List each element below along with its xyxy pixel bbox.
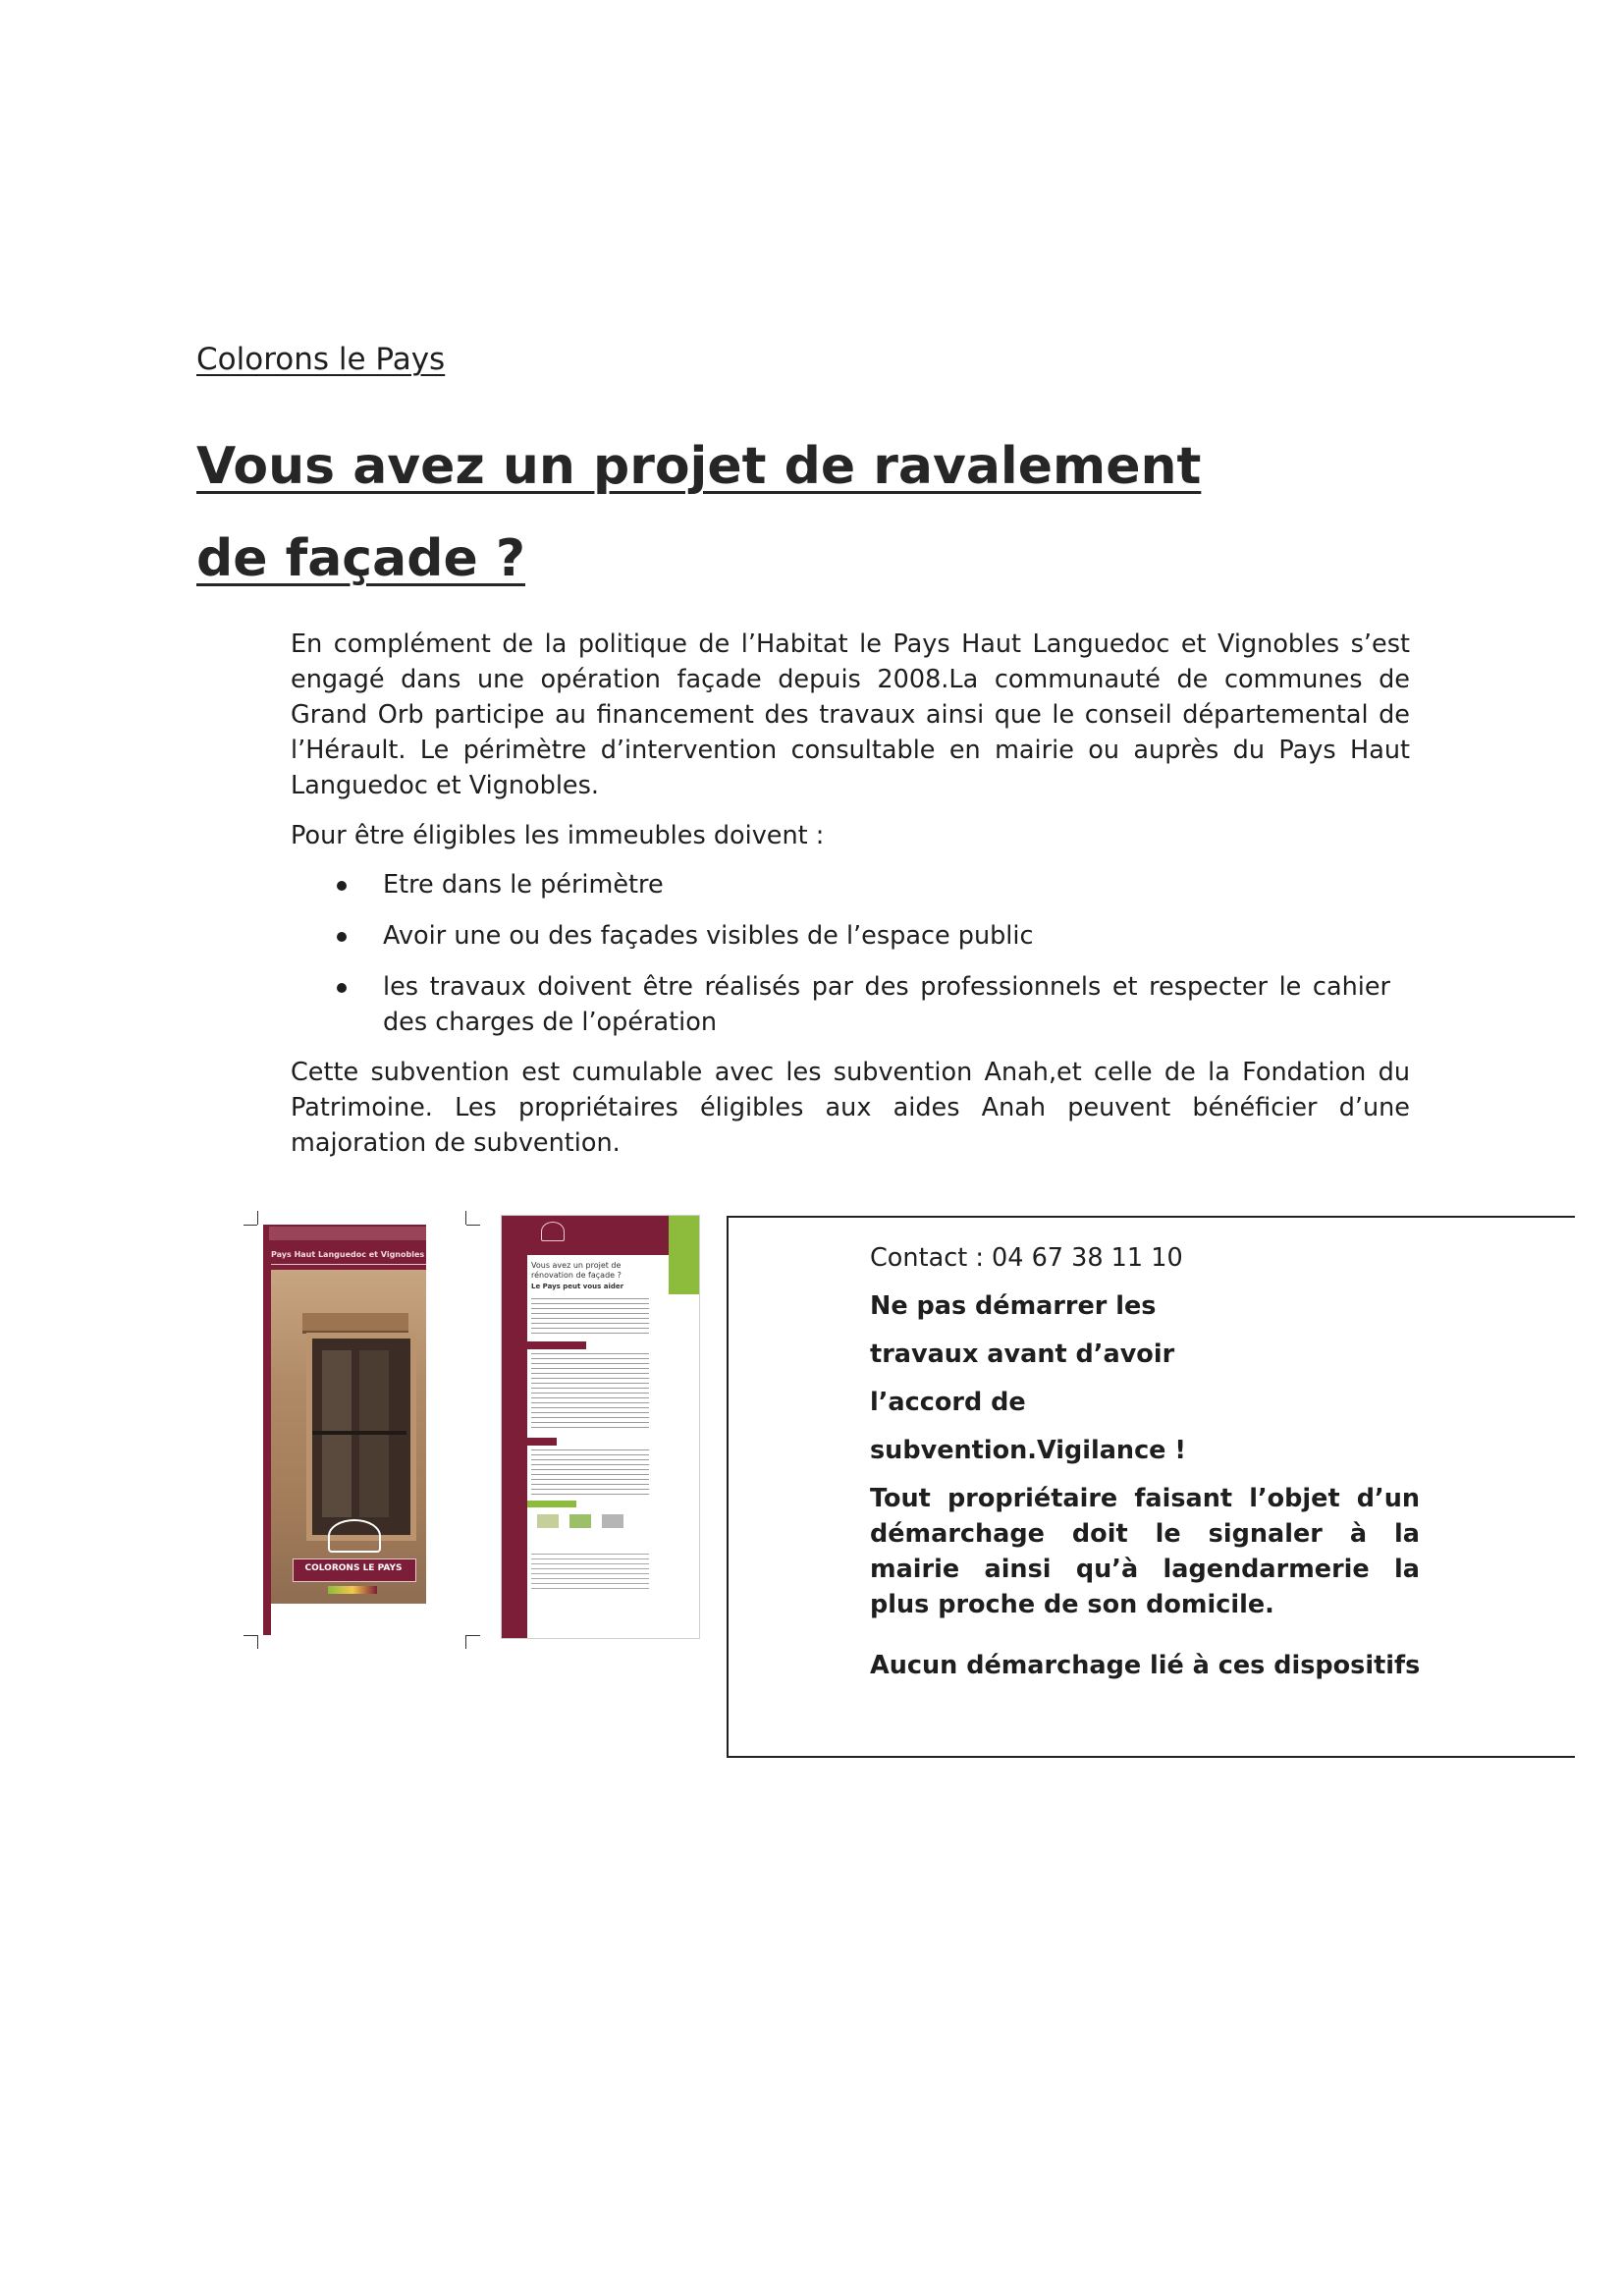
house-logo-icon — [328, 1519, 381, 1553]
crop-mark — [466, 1635, 480, 1636]
window-cornice — [302, 1313, 408, 1334]
cover-title-text: COLORONS LE PAYS — [304, 1563, 403, 1573]
inside-section-bar — [527, 1438, 557, 1446]
crop-mark — [257, 1211, 258, 1225]
no-canvassing-notice: Aucun démarchage lié à ces dispositifs — [870, 1651, 1421, 1680]
eligibility-lead: Pour être éligibles les immeubles doivent : — [291, 821, 825, 850]
crop-mark — [243, 1225, 257, 1226]
cover-divider — [271, 1264, 426, 1265]
warning-line: l’accord de — [870, 1388, 1026, 1417]
warning-line: travaux avant d’avoir — [870, 1339, 1175, 1369]
window-railing — [312, 1431, 406, 1435]
inside-text-block — [531, 1298, 649, 1338]
brochure-cover-image — [263, 1225, 426, 1635]
warning-line: subvention.Vigilance ! — [870, 1436, 1186, 1465]
intro-paragraph: En complément de la politique de l’Habitat le Pays Haut Languedoc et Vignobles s’est engagé dans une opération façade depuis 2008.La communauté de communes de Grand Orb participe au financement des travaux ainsi que le conseil départemental de l’Hérault. Le périmètre d’intervention consultable en mairie ou auprès du Pays Haut Languedoc et Vignobles. — [291, 629, 1410, 800]
inside-text-block — [531, 1554, 649, 1593]
house-logo-icon — [541, 1222, 565, 1241]
crop-mark — [257, 1635, 258, 1649]
section-title: Colorons le Pays — [196, 342, 446, 377]
partner-logos — [537, 1514, 645, 1528]
cover-header-text: Pays Haut Languedoc et Vignobles — [271, 1250, 425, 1259]
warning-line: Ne pas démarrer les — [870, 1291, 1157, 1321]
page-headline: Vous avez un projet de ravalement de façade ? — [196, 437, 1202, 588]
inside-text-block — [531, 1353, 649, 1432]
color-swatch-strip — [328, 1586, 377, 1594]
crop-mark — [465, 1635, 466, 1649]
inside-subtitle: Le Pays peut vous aider — [531, 1283, 624, 1290]
brochure-inside-image — [501, 1215, 700, 1639]
crop-mark — [243, 1635, 257, 1636]
inside-green-tab — [669, 1216, 699, 1294]
list-item: Etre dans le périmètre — [291, 867, 1390, 902]
crop-mark — [465, 1211, 466, 1225]
list-item: Avoir une ou des façades visibles de l’espace public — [291, 918, 1390, 954]
list-item: les travaux doivent être réalisés par des professionnels et respecter le cahier des charges de l’opération — [291, 969, 1390, 1040]
contact-phone: Contact : 04 67 38 11 10 — [870, 1243, 1183, 1273]
inside-section-bar — [527, 1501, 576, 1507]
cover-footer — [271, 1604, 426, 1635]
inside-text-block — [531, 1449, 649, 1495]
owner-notice: Tout propriétaire faisant l’objet d’un démarchage doit le signaler à la mairie ainsi qu’à lagendarmerie la plus proche de son domicile. — [870, 1484, 1420, 1619]
crop-mark — [466, 1225, 480, 1226]
cover-top-strip — [269, 1227, 426, 1240]
inside-left-band — [502, 1216, 527, 1638]
inside-section-bar — [527, 1341, 586, 1349]
subsidy-paragraph: Cette subvention est cumulable avec les subvention Anah,et celle de la Fondation du Patrimoine. Les propriétaires éligibles aux aides Anah peuvent bénéficier d’une majoration de subvention. — [291, 1058, 1410, 1158]
inside-question: Vous avez un projet de rénovation de façade ? — [531, 1261, 622, 1280]
eligibility-list — [291, 867, 1390, 1056]
